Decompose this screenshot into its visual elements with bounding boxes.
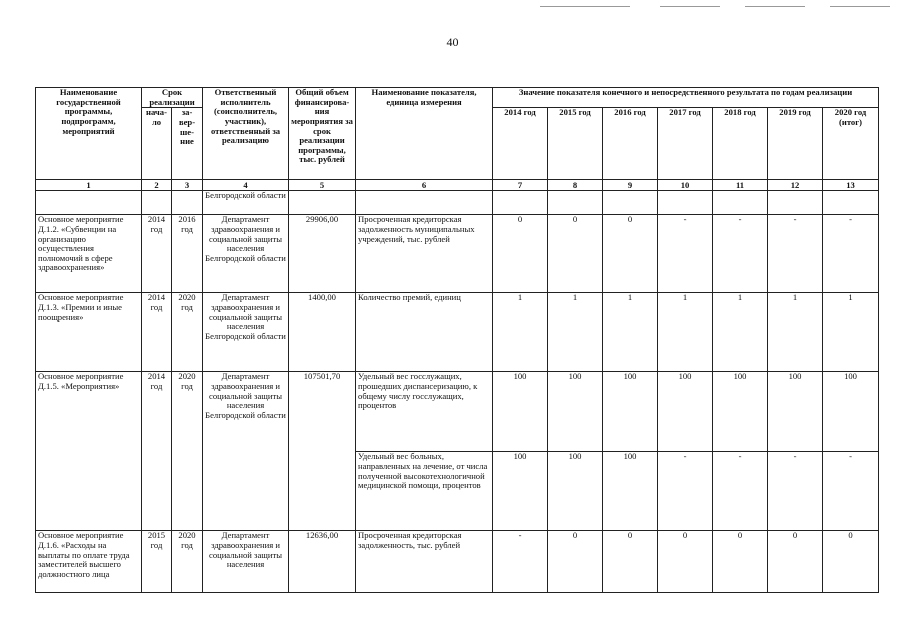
header-year-2017: 2017 год [658, 108, 713, 180]
value-cell: - [768, 215, 823, 293]
responsible-cell: Департамент здравоохранения и социальной защиты населения [203, 531, 289, 593]
value-cell: 100 [603, 372, 658, 452]
header-year-2019: 2019 год [768, 108, 823, 180]
value-cell: 0 [548, 215, 603, 293]
funding-cell: 29906,00 [289, 215, 356, 293]
column-number-row [36, 180, 879, 191]
header-year-2016: 2016 год [603, 108, 658, 180]
value-cell: - [713, 215, 768, 293]
header-year-2018: 2018 год [713, 108, 768, 180]
column-number: 8 [548, 180, 603, 191]
column-number: 9 [603, 180, 658, 191]
column-number: 5 [289, 180, 356, 191]
value-cell: 1 [493, 293, 548, 372]
responsible-cell: Белгородской области [203, 191, 289, 215]
value-cell: 0 [823, 531, 879, 593]
indicator-cell: Просроченная кредиторская задолженность муниципальных учреждений, тыс. рублей [356, 215, 493, 293]
header-name: Наименование государственной программы, подпрограмм, мероприятий [36, 88, 142, 180]
responsible-cell: Департамент здравоохранения и социальной защиты населения Белгородской области [203, 372, 289, 531]
value-cell: 100 [493, 372, 548, 452]
value-cell: 0 [603, 531, 658, 593]
header-term: Срок реализации [142, 88, 203, 108]
value-cell: 100 [768, 372, 823, 452]
column-number: 2 [142, 180, 172, 191]
header-year-2014: 2014 год [493, 108, 548, 180]
column-number: 7 [493, 180, 548, 191]
funding-cell: 107501,70 [289, 372, 356, 531]
header-responsible: Ответственный исполнитель (соисполнитель, участник), ответственный за реализацию [203, 88, 289, 180]
table-row [36, 531, 879, 593]
column-number: 10 [658, 180, 713, 191]
indicator-cell: Количество премий, единиц [356, 293, 493, 372]
header-funding: Общий объем финансирова-ния мероприятия за срок реализации программы, тыс. рублей [289, 88, 356, 180]
funding-cell: 1400,00 [289, 293, 356, 372]
value-cell: 100 [548, 452, 603, 531]
value-cell: - [823, 452, 879, 531]
value-cell: 0 [548, 531, 603, 593]
header-values: Значение показателя конечного и непосредственного результата по годам реализации [493, 88, 879, 108]
header-start: нача-ло [142, 108, 172, 180]
value-cell: 0 [768, 531, 823, 593]
value-cell: 100 [658, 372, 713, 452]
end-year: 2020 год [172, 531, 203, 593]
value-cell: 0 [658, 531, 713, 593]
program-table [35, 87, 879, 593]
value-cell: 0 [493, 215, 548, 293]
value-cell: 100 [493, 452, 548, 531]
scan-edge-line [540, 6, 630, 7]
event-name: Основное мероприятие Д.1.3. «Премии и иные поощрения» [36, 293, 142, 372]
column-number: 3 [172, 180, 203, 191]
value-cell: - [823, 215, 879, 293]
value-cell: - [713, 452, 768, 531]
indicator-cell: Просроченная кредиторская задолженность, тыс. рублей [356, 531, 493, 593]
column-number: 4 [203, 180, 289, 191]
header-indicator: Наименование показателя, единица измерения [356, 88, 493, 180]
value-cell: 1 [768, 293, 823, 372]
header-year-2015: 2015 год [548, 108, 603, 180]
start-year: 2015 год [142, 531, 172, 593]
value-cell: - [493, 531, 548, 593]
value-cell: 0 [603, 215, 658, 293]
value-cell: - [768, 452, 823, 531]
responsible-cell: Департамент здравоохранения и социальной защиты населения Белгородской области [203, 293, 289, 372]
scan-edge-line [830, 6, 890, 7]
table-row [36, 215, 879, 293]
table-row [36, 293, 879, 372]
column-number: 6 [356, 180, 493, 191]
scan-edge-line [660, 6, 720, 7]
value-cell: 100 [603, 452, 658, 531]
page-number: 40 [446, 35, 459, 49]
value-cell: 0 [713, 531, 768, 593]
start-year: 2014 год [142, 372, 172, 531]
table-row [36, 372, 879, 452]
value-cell: - [658, 215, 713, 293]
event-name: Основное мероприятие Д.1.6. «Расходы на выплаты по оплате труда заместителей высшего должностного лица [36, 531, 142, 593]
value-cell: - [658, 452, 713, 531]
header-end: за-вер-ше-ние [172, 108, 203, 180]
value-cell: 100 [548, 372, 603, 452]
column-number: 1 [36, 180, 142, 191]
value-cell: 1 [713, 293, 768, 372]
scan-edge-line [745, 6, 805, 7]
value-cell: 1 [603, 293, 658, 372]
event-name: Основное мероприятие Д.1.2. «Субвенции на организацию осуществления полномочий в сфере здравоохранения» [36, 215, 142, 293]
start-year: 2014 год [142, 215, 172, 293]
value-cell: 100 [713, 372, 768, 452]
end-year: 2020 год [172, 293, 203, 372]
column-number: 11 [713, 180, 768, 191]
end-year: 2020 год [172, 372, 203, 531]
column-number: 12 [768, 180, 823, 191]
responsible-cell: Департамент здравоохранения и социальной защиты населения Белгородской области [203, 215, 289, 293]
event-name: Основное мероприятие Д.1.5. «Мероприятия» [36, 372, 142, 531]
header-year-2020: 2020 год (итог) [823, 108, 879, 180]
value-cell: 1 [823, 293, 879, 372]
funding-cell: 12636,00 [289, 531, 356, 593]
column-number: 13 [823, 180, 879, 191]
value-cell: 100 [823, 372, 879, 452]
table-row-continuation [36, 191, 879, 215]
indicator-cell: Удельный вес госслужащих, прошедших диспансеризацию, к общему числу госслужащих, процентов [356, 372, 493, 452]
indicator-cell: Удельный вес больных, направленных на лечение, от числа полученной высокотехнологичной медицинской помощи, процентов [356, 452, 493, 531]
value-cell: 1 [548, 293, 603, 372]
start-year: 2014 год [142, 293, 172, 372]
end-year: 2016 год [172, 215, 203, 293]
value-cell: 1 [658, 293, 713, 372]
